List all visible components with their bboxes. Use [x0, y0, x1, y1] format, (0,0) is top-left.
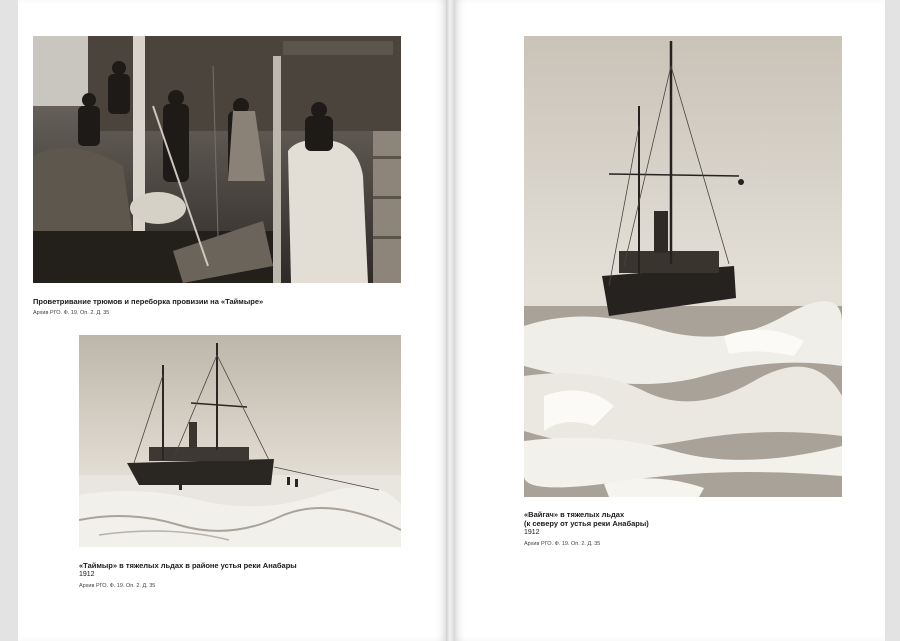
vaigach-caption — [524, 510, 842, 548]
icebreaker-vaigach-photo — [524, 36, 842, 497]
photo-caption-title: Проветривание трюмов и переборка провизии на «Таймыре» — [33, 297, 264, 306]
deck-crew-caption — [33, 297, 401, 317]
archive-reference: Архив РГО. Ф. 19. Оп. 2. Д. 35 — [79, 583, 156, 589]
archive-reference: Архив РГО. Ф. 19. Оп. 2. Д. 35 — [524, 541, 601, 547]
taimyr-caption — [79, 561, 401, 590]
icebreaker-taimyr-photo — [79, 335, 401, 547]
icebreaker-taimyr-image — [79, 335, 401, 547]
photo-caption-year: 1912 — [524, 529, 540, 536]
archive-reference: Архив РГО. Ф. 19. Оп. 2. Д. 35 — [33, 310, 110, 316]
photo-caption-title-line1: «Вайгач» в тяжелых льдах — [524, 510, 625, 519]
photo-caption-title-line2: (к северу от устья реки Анабары) — [524, 519, 649, 528]
deck-crew-photo — [33, 36, 401, 283]
photo-caption-title: «Таймыр» в тяжелых льдах в районе устья реки Анабары — [79, 561, 297, 570]
icebreaker-vaigach-image — [524, 36, 842, 497]
photo-caption-year: 1912 — [79, 571, 95, 578]
book-gutter — [446, 0, 455, 641]
deck-crew-photo-image — [33, 36, 401, 283]
